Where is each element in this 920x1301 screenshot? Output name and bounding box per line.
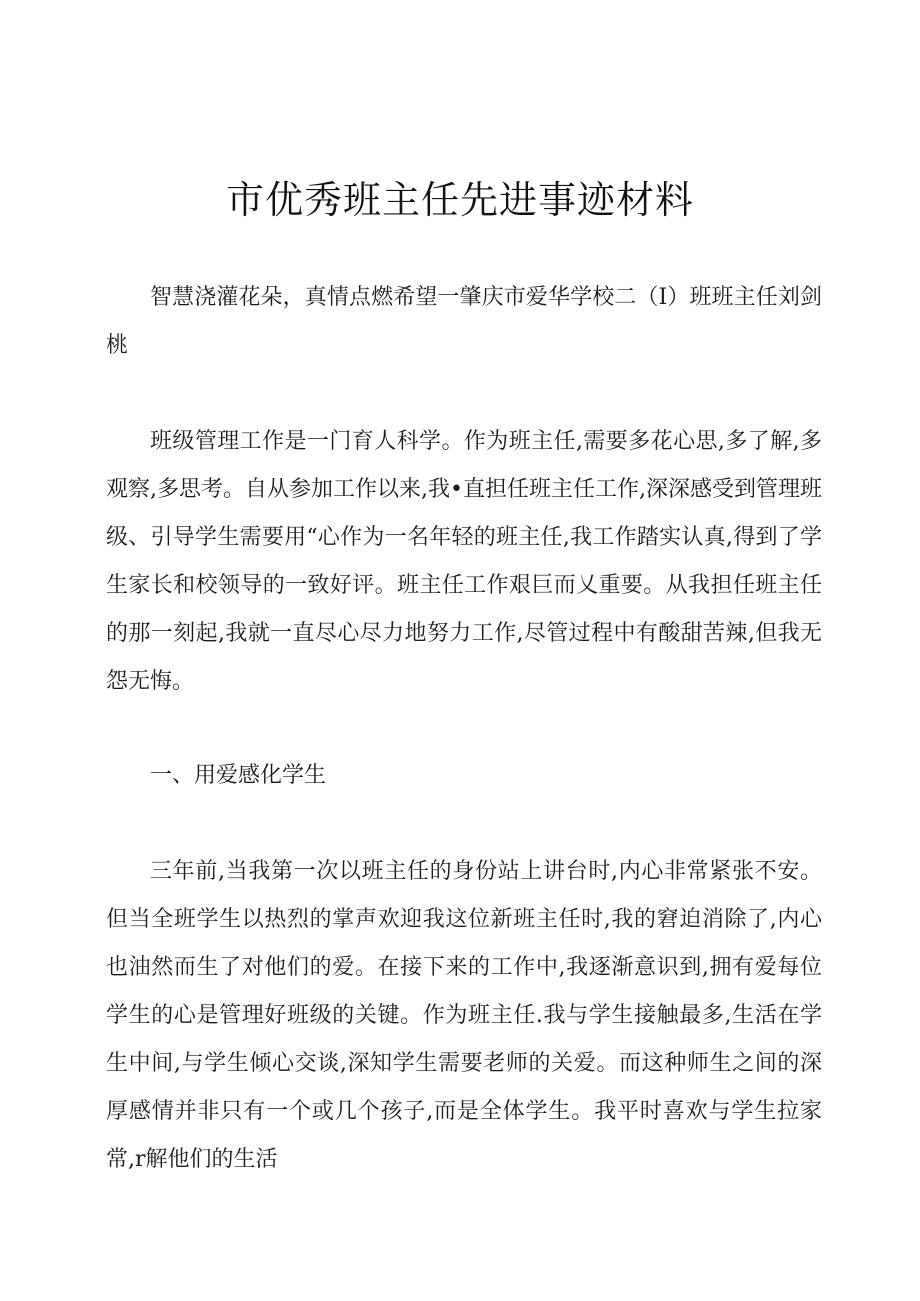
section-body-paragraph: 三年前,当我第一次以班主任的身份站上讲台时,内心非常紧张不安。但当全班学生以热烈的掌声欢迎我这位新班主任时,我的窘迫消除了,内心也油然而生了对他们的爱。在接下来的工作中,我逐渐意识到,拥有爱每位学生的心是管理好班级的关键。作为班主任.我与学生接触最多,生活在学生中间,与学生倾心交谈,深知学生需要老师的关爱。而这种师生之间的深厚感情并非只有一个或几个孩子,而是全体学生。我平时喜欢与学生拉家常,r解他们的生活	[106, 859, 822, 1172]
document-subtitle: 智慧浇灌花朵，真情点燃希望一肇庆市爱华学校二（I）班班主任刘剑桃	[106, 285, 822, 358]
intro-paragraph: 班级管理工作是一门育人科学。作为班主任,需要多花心思,多了解,多观察,多思考。自从参加工作以来,我•直担任班主任工作,深深感受到管理班级、引导学生需要用“心作为一名年轻的班主任,我工作踏实认真,得到了学生家长和校领导的一致好评。班主任工作艰巨而乂重要。从我担任班主任的那一刻起,我就一直尽心尽力地努力工作,尽管过程中有酸甜苦辣,但我无怨无悔。	[106, 429, 822, 694]
document-title: 市优秀班主任先进事迹材料	[225, 178, 694, 222]
section-heading: 一、用爱感化学生	[150, 763, 327, 788]
